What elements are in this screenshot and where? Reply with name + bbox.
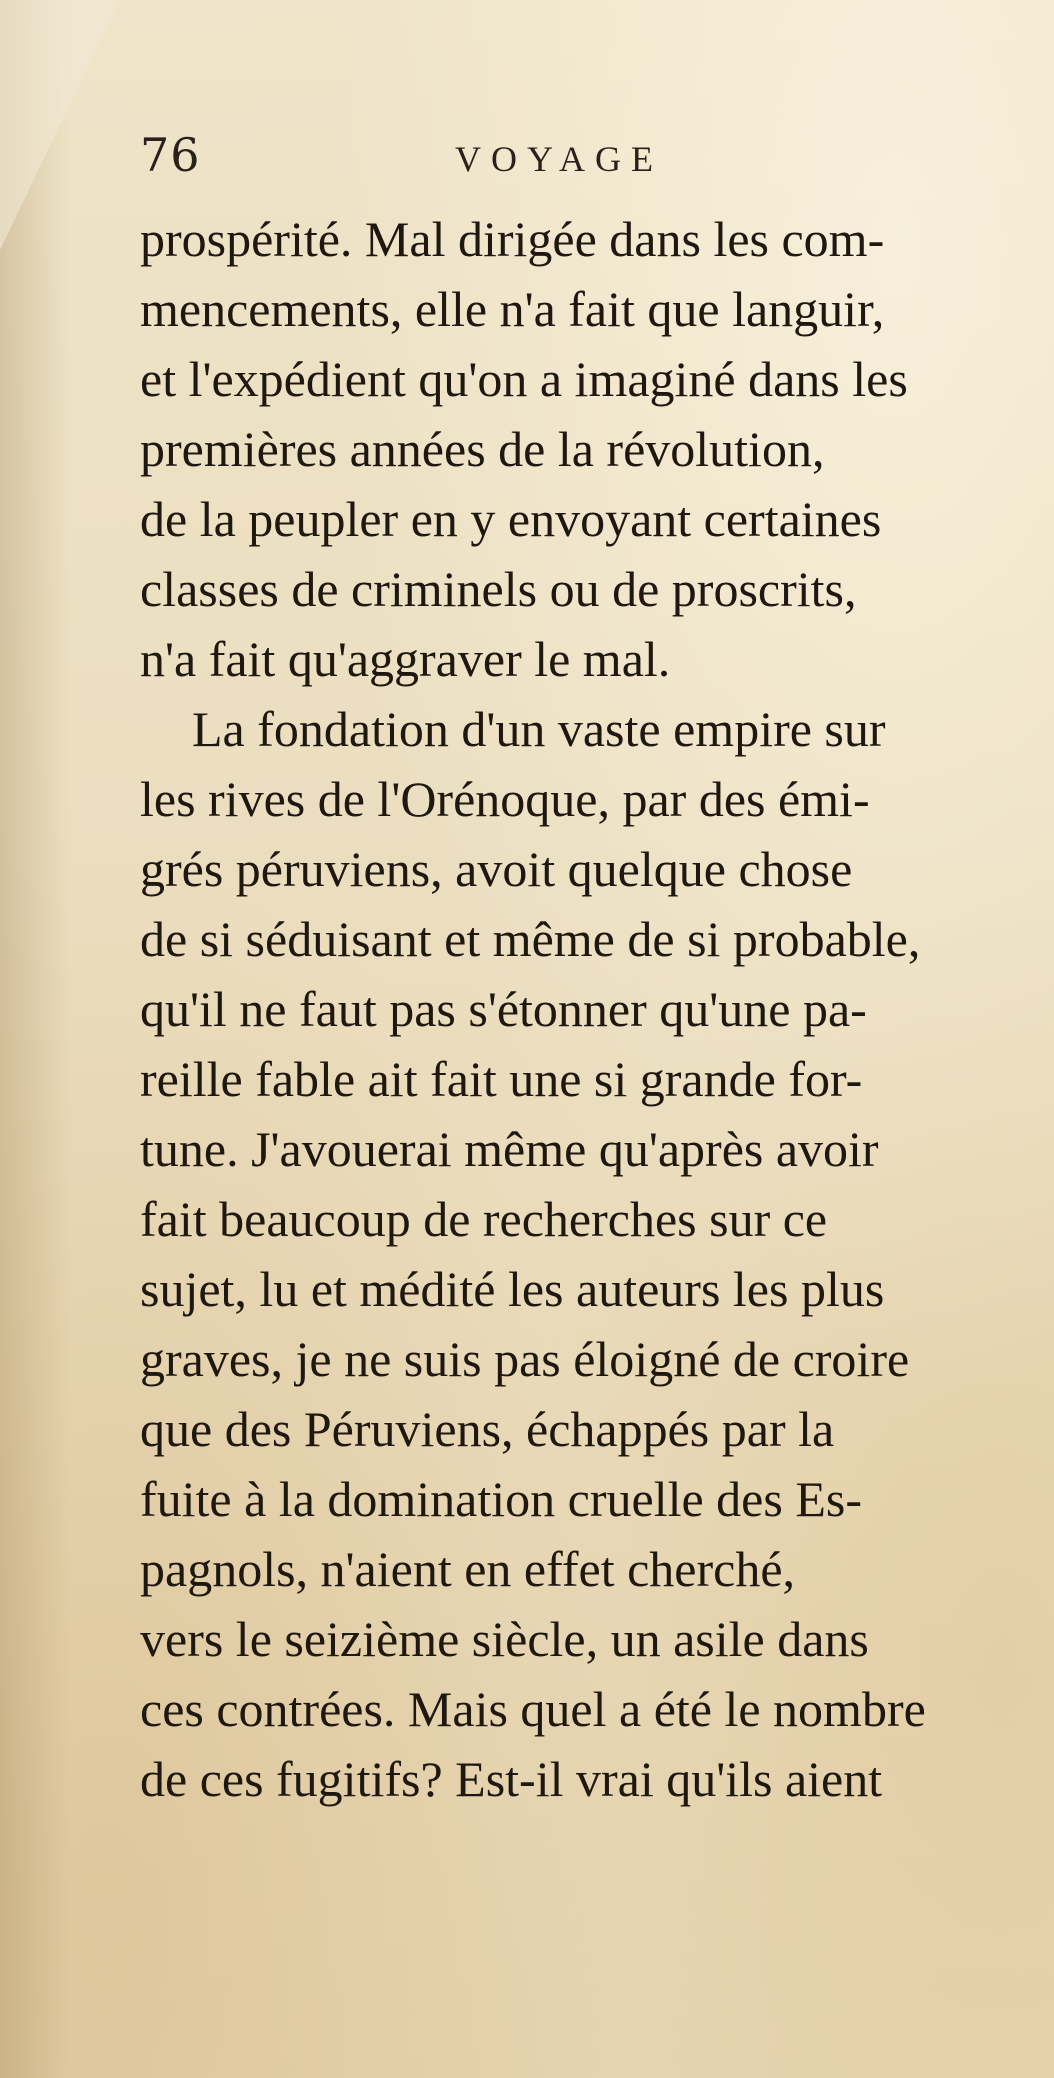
text-line: vers le seizième siècle, un asile dans [140, 1611, 869, 1667]
text-line: premières années de la révolution, [140, 421, 825, 477]
text-line: pagnols, n'aient en effet cherché, [140, 1541, 796, 1597]
text-line: grés péruviens, avoit quelque chose [140, 841, 853, 897]
running-head: VOYAGE [455, 139, 663, 179]
text-line: sujet, lu et médité les auteurs les plus [140, 1261, 885, 1317]
text-line: graves, je ne suis pas éloigné de croire [140, 1331, 910, 1387]
text-line: fait beaucoup de recherches sur ce [140, 1191, 828, 1247]
page-header [140, 128, 900, 188]
text-line: prospérité. Mal dirigée dans les com- [140, 211, 885, 267]
text-line: reille fable ait fait une si grande for- [140, 1051, 863, 1107]
text-line: tune. J'avouerai même qu'après avoir [140, 1121, 879, 1177]
text-line: les rives de l'Orénoque, par des émi- [140, 771, 870, 827]
text-line: fuite à la domination cruelle des Es- [140, 1471, 862, 1527]
text-line: qu'il ne faut pas s'étonner qu'une pa- [140, 981, 867, 1037]
folded-corner [0, 0, 120, 250]
paragraph-first-line: La fondation d'un vaste empire sur [192, 701, 886, 757]
text-line: ces contrées. Mais quel a été le nombre [140, 1681, 926, 1737]
text-line: de si séduisant et même de si probable, [140, 911, 921, 967]
text-line: classes de criminels ou de proscrits, [140, 561, 857, 617]
body-text [140, 204, 1040, 1814]
page-number: 76 [140, 128, 201, 182]
text-line: n'a fait qu'aggraver le mal. [140, 631, 671, 687]
text-line: de ces fugitifs? Est-il vrai qu'ils aient [140, 1751, 883, 1807]
text-line: que des Péruviens, échappés par la [140, 1401, 835, 1457]
text-line: et l'expédient qu'on a imaginé dans les [140, 351, 908, 407]
text-line: mencements, elle n'a fait que languir, [140, 281, 885, 337]
text-line: de la peupler en y envoyant certaines [140, 491, 882, 547]
